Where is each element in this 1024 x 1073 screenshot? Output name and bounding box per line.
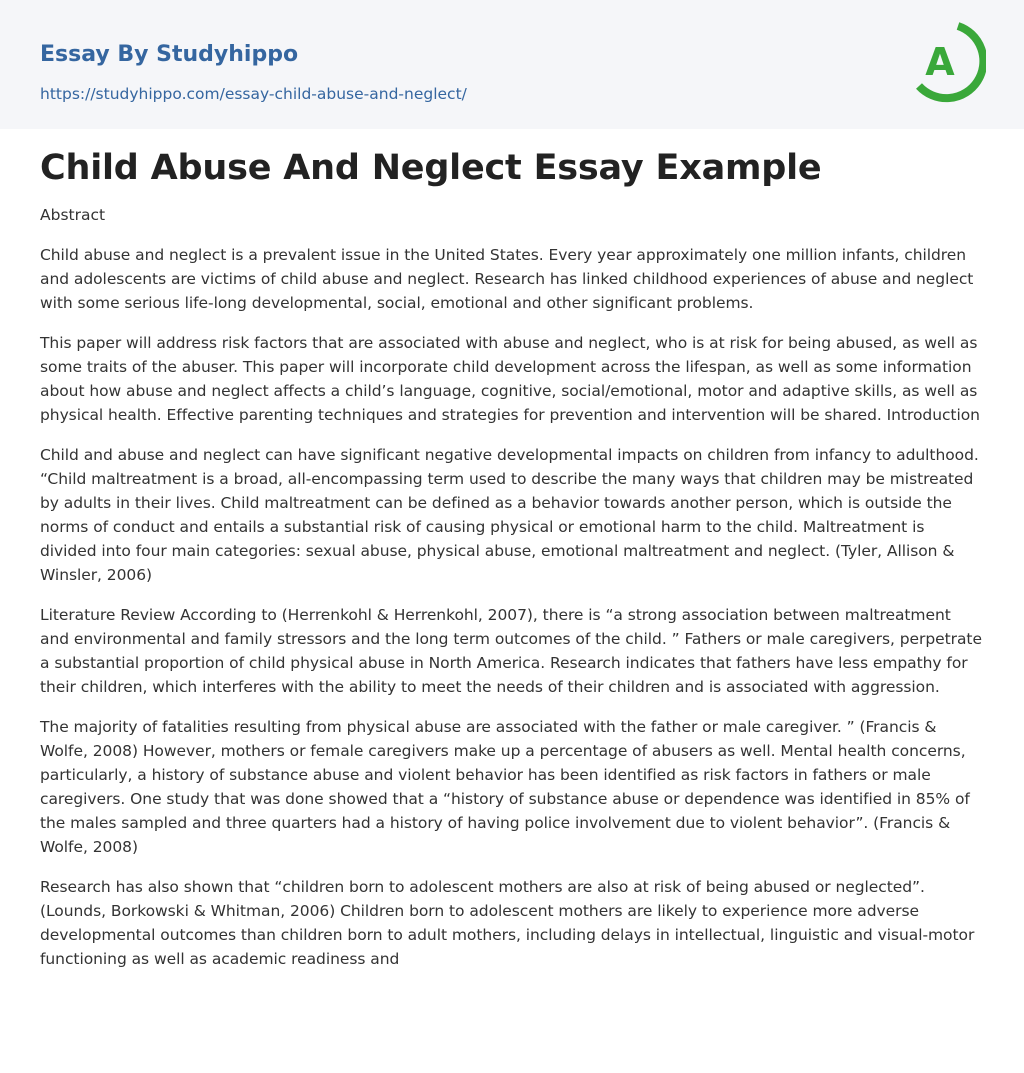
studyhippo-logo-icon[interactable] bbox=[912, 20, 986, 106]
paragraph: Research has also shown that “children born to adolescent mothers are also at risk of being abused or neglected”. (Lounds, Borkowski & Whitman, 2006) Children born to adolescent mothers are likely to experience more adverse developmental outcomes than children born to adult mothers, including delays in intellectual, linguistic and visual-motor functioning as well as academic readiness and bbox=[40, 878, 975, 968]
page-url-link[interactable]: https://studyhippo.com/essay-child-abuse-and-neglect/ bbox=[40, 85, 467, 103]
site-header bbox=[0, 0, 1024, 129]
paragraph: The majority of fatalities resulting from physical abuse are associated with the father or male caregiver. ” (Francis & Wolfe, 2008) However, mothers or female caregivers make up a percentage of abusers as well. Mental health concerns, particularly, a history of substance abuse and violent behavior has been identified as risk factors in fathers or male caregivers. One study that was done showed that a “history of substance abuse or dependence was identified in 85% of the males sampled and three quarters had a history of having police involvement due to violent behavior”. (Francis & Wolfe, 2008) bbox=[40, 718, 970, 856]
paragraph: Child and abuse and neglect can have significant negative developmental impacts on children from infancy to adulthood. “Child maltreatment is a broad, all-encompassing term used to describe the many ways that children may be mistreated by adults in their lives. Child maltreatment can be defined as a behavior towards another person, which is outside the norms of conduct and entails a substantial risk of causing physical or emotional harm to the child. Maltreatment is divided into four main categories: sexual abuse, physical abuse, emotional maltreatment and neglect. (Tyler, Allison & Winsler, 2006) bbox=[40, 446, 979, 584]
logo-letter: A bbox=[925, 40, 955, 84]
paragraph: This paper will address risk factors that are associated with abuse and neglect, who is at risk for being abused, as well as some traits of the abuser. This paper will incorporate child development across the lifespan, as well as some information about how abuse and neglect affects a child’s language, cognitive, social/emotional, motor and adaptive skills, as well as physical health. Effective parenting techniques and strategies for prevention and intervention will be shared. Introduction bbox=[40, 334, 980, 424]
paragraph: Literature Review According to (Herrenkohl & Herrenkohl, 2007), there is “a strong association between maltreatment and environmental and family stressors and the long term outcomes of the child. ” Fathers or male caregivers, perpetrate a substantial proportion of child physical abuse in North America. Research indicates that fathers have less empathy for their children, which interferes with the ability to meet the needs of their children and is associated with aggression. bbox=[40, 606, 982, 696]
abstract-label: Abstract bbox=[40, 206, 106, 224]
site-brand[interactable]: Essay By Studyhippo bbox=[40, 42, 299, 67]
paragraph: Child abuse and neglect is a prevalent issue in the United States. Every year approximately one million infants, children and adolescents are victims of child abuse and neglect. Research has linked childhood experiences of abuse and neglect with some serious life-long developmental, social, emotional and other significant problems. bbox=[40, 246, 974, 312]
article bbox=[0, 129, 1024, 971]
page-title: Child Abuse And Neglect Essay Example bbox=[40, 148, 822, 188]
